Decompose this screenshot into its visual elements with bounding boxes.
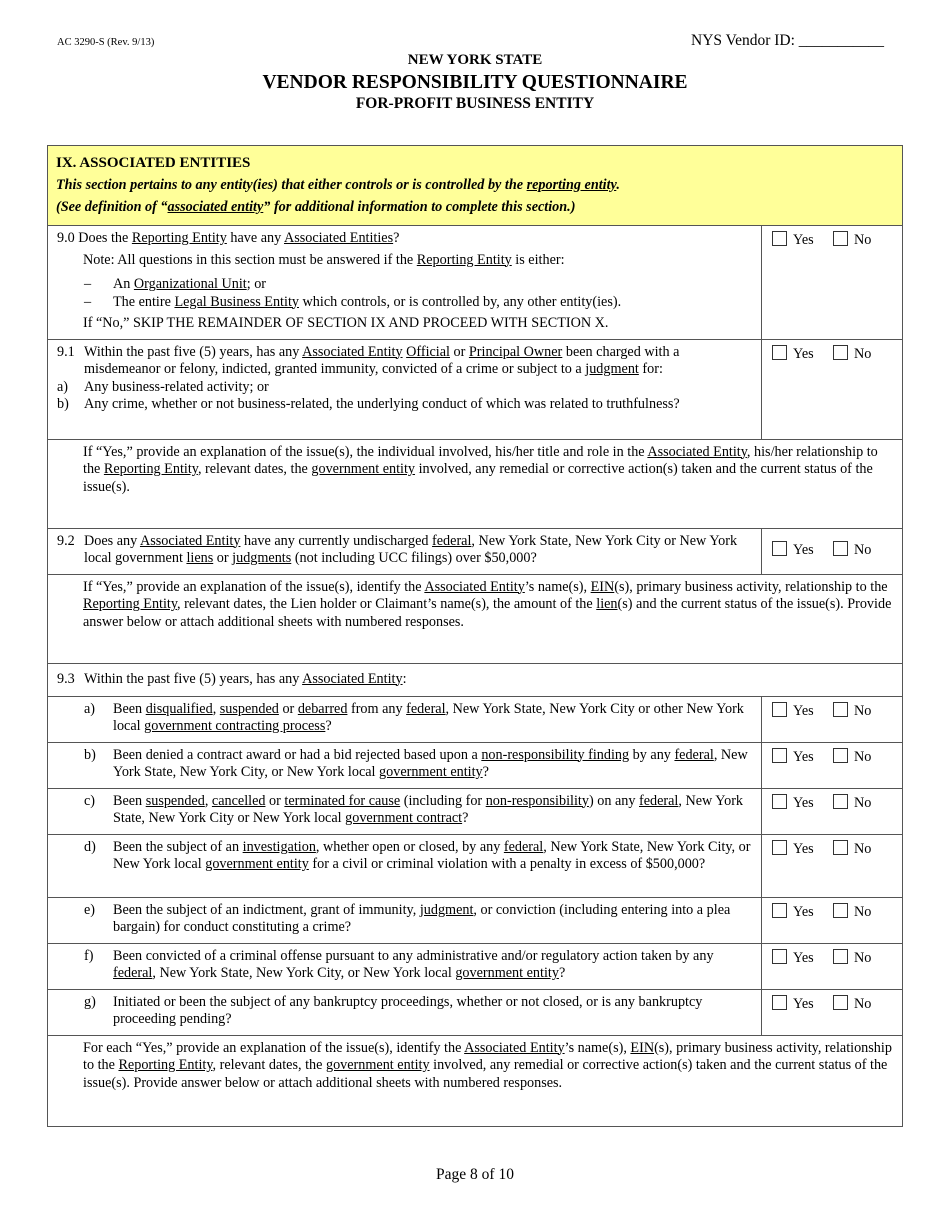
vendor-id-field[interactable]: NYS Vendor ID: ___________ xyxy=(691,32,885,49)
skip-instruction: If “No,” SKIP THE REMAINDER OF SECTION IX AND PROCEED WITH SECTION X. xyxy=(83,315,609,331)
title-entity-type: FOR-PROFIT BUSINESS ENTITY xyxy=(355,95,595,112)
answer-9-3-e: Yes No xyxy=(762,897,903,943)
title-questionnaire: VENDOR RESPONSIBILITY QUESTIONNAIRE xyxy=(262,72,688,93)
section-definition-note: (See definition of “associated entity” for additional information to complete this section.) xyxy=(56,199,576,215)
no-checkbox[interactable] xyxy=(833,345,848,360)
question-9-1: 9.1 Within the past five (5) years, has any Associated Entity Official or Principal Owner been charged with a misdemeanor or felony, indicted, granted immunity, convicted of a crime or subject to a judgment for: a) Any business-related activity; or b) Any crime, whether or not business-related, the underlying conduct of which was related to truthfulness? xyxy=(48,339,762,439)
no-checkbox[interactable] xyxy=(833,541,848,556)
answer-9-3-a: Yes No xyxy=(762,696,903,742)
page-number: Page 8 of 10 xyxy=(436,1166,514,1183)
question-9-2: 9.2 Does any Associated Entity have any currently undischarged federal, New York State, New York City or New York local government liens or judgments (not including UCC filings) over $50,000? xyxy=(48,528,762,574)
yes-checkbox[interactable] xyxy=(772,541,787,556)
answer-9-3-c: Yes No xyxy=(762,788,903,834)
question-9-3-e: e) Been the subject of an indictment, grant of immunity, judgment, or conviction (including entering into a plea bargain) for conduct constituting a crime? xyxy=(48,897,762,943)
no-checkbox[interactable] xyxy=(833,840,848,855)
question-9-3-f: f) Been convicted of a criminal offense pursuant to any administrative and/or regulatory action taken by any federal, New York State, New York City, or New York local government entity? xyxy=(48,943,762,989)
section-title: IX. ASSOCIATED ENTITIES xyxy=(56,155,251,171)
answer-9-0: Yes No xyxy=(762,226,903,340)
yes-checkbox[interactable] xyxy=(772,840,787,855)
yes-checkbox[interactable] xyxy=(772,231,787,246)
answer-9-3-d: Yes No xyxy=(762,834,903,897)
no-checkbox[interactable] xyxy=(833,231,848,246)
question-9-3: 9.3 Within the past five (5) years, has any Associated Entity: xyxy=(48,663,903,696)
yes-checkbox[interactable] xyxy=(772,903,787,918)
answer-9-2: Yes No xyxy=(762,528,903,574)
section-intro: This section pertains to any entity(ies) that either controls or is controlled by the reporting entity. xyxy=(56,177,620,193)
yes-checkbox[interactable] xyxy=(772,995,787,1010)
answer-9-3-f: Yes No xyxy=(762,943,903,989)
answer-9-3-b: Yes No xyxy=(762,742,903,788)
question-9-3-c: c) Been suspended, cancelled or terminated for cause (including for non-responsibility) on any federal, New York State, New York City or New York local government contract? xyxy=(48,788,762,834)
no-checkbox[interactable] xyxy=(833,949,848,964)
question-9-3-g: g) Initiated or been the subject of any bankruptcy proceedings, whether or not closed, or is any bankruptcy proceeding pending? xyxy=(48,989,762,1035)
no-checkbox[interactable] xyxy=(833,903,848,918)
answer-9-3-g: Yes No xyxy=(762,989,903,1035)
associated-entities-table xyxy=(47,145,903,1127)
yes-checkbox[interactable] xyxy=(772,794,787,809)
no-checkbox[interactable] xyxy=(833,794,848,809)
explanation-9-1[interactable]: If “Yes,” provide an explanation of the issue(s), the individual involved, his/her title and role in the Associated Entity, his/her relationship to the Reporting Entity, relevant dates, the government entity involved, any remedial or corrective action(s) taken and the current status of the issue(s). xyxy=(48,439,903,528)
form-id: AC 3290-S (Rev. 9/13) xyxy=(57,37,155,48)
question-9-0: 9.0 Does the Reporting Entity have any Associated Entities? Note: All questions in this section must be answered if the Reporting Entity is either: – An Organizational Unit; or – The entire Legal Business Entity which controls, or is controlled by, any other entity(ies). If “No,” SKIP THE REMAINDER OF SECTION IX AND PROCEED WITH SECTION X. xyxy=(48,226,762,340)
no-checkbox[interactable] xyxy=(833,748,848,763)
yes-checkbox[interactable] xyxy=(772,345,787,360)
question-9-3-b: b) Been denied a contract award or had a bid rejected based upon a non-responsibility finding by any federal, New York State, New York City, or New York local government entity? xyxy=(48,742,762,788)
answer-9-1: Yes No xyxy=(762,339,903,439)
yes-checkbox[interactable] xyxy=(772,949,787,964)
no-checkbox[interactable] xyxy=(833,995,848,1010)
explanation-9-3[interactable]: For each “Yes,” provide an explanation of the issue(s), identify the Associated Entity’s name(s), EIN(s), primary business activity, relationship to the Reporting Entity, relevant dates, the government entity involved, any remedial or corrective action(s) taken and the current status of the issue(s). Provide answer below or attach additional sheets with numbered responses. xyxy=(48,1035,903,1126)
yes-checkbox[interactable] xyxy=(772,748,787,763)
title-state: NEW YORK STATE xyxy=(407,52,543,68)
question-9-3-a: a) Been disqualified, suspended or debarred from any federal, New York State, New York City or other New York local government contracting process? xyxy=(48,696,762,742)
no-checkbox[interactable] xyxy=(833,702,848,717)
section-header xyxy=(48,146,903,226)
yes-checkbox[interactable] xyxy=(772,702,787,717)
question-9-3-d: d) Been the subject of an investigation, whether open or closed, by any federal, New York State, New York City, or New York local government entity for a civil or criminal violation with a penalty in excess of $500,000? xyxy=(48,834,762,897)
explanation-9-2[interactable]: If “Yes,” provide an explanation of the issue(s), identify the Associated Entity’s name(s), EIN(s), primary business activity, relationship to the Reporting Entity, relevant dates, the Lien holder or Claimant’s name(s), the amount of the lien(s) and the current status of the issue(s). Provide answer below or attach additional sheets with numbered responses. xyxy=(48,574,903,663)
